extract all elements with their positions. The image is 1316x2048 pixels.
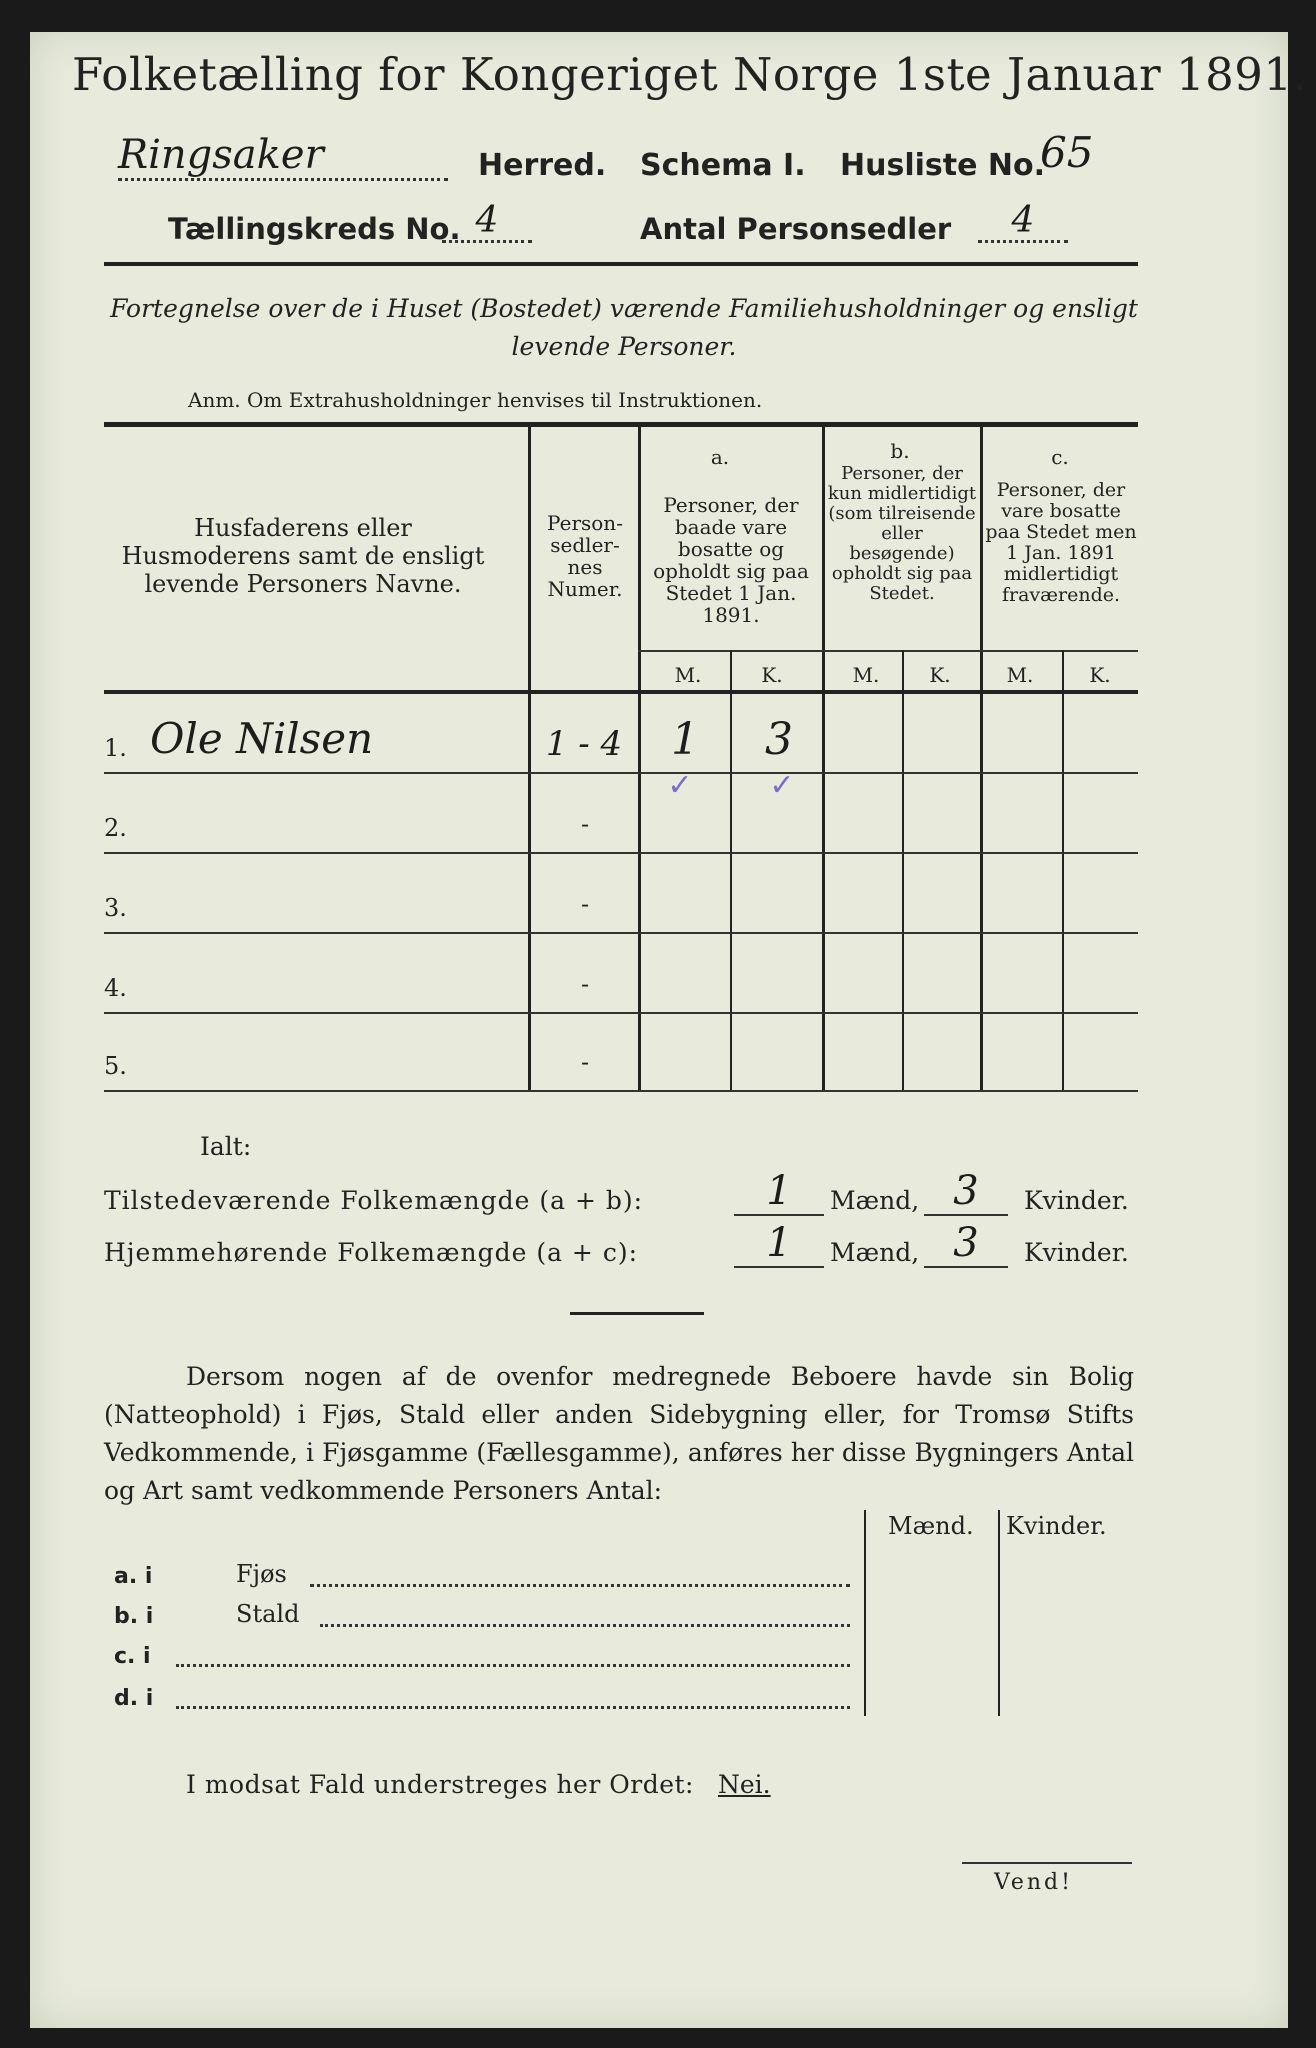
modsat-text: I modsat Fald understreges her Ordet: [186,1770,694,1799]
schema-label: Schema I. [640,148,806,183]
herred-label: Herred. [478,148,607,183]
row-sedler: - [580,970,590,998]
nei-word: Nei. [718,1770,771,1799]
tilstede-label: Tilstedeværende Folkemængde (a + b): [104,1186,644,1215]
hjemme-k-value: 3 [924,1220,1008,1268]
anm-note: Anm. Om Extrahusholdninger henvises til Instruktionen. [188,388,763,412]
building-item-dots [320,1624,850,1627]
hjemme-label: Hjemmehørende Folkemængde (a + c): [104,1238,638,1267]
col-b-mk-divider [902,650,904,1090]
col-name-header: Husfaderens eller Husmoderens samt de ensligt levende Personers Navne. [121,514,485,598]
intro-line-2: levende Personer. [511,332,737,361]
building-item-letter: b. i [114,1604,154,1629]
col-divider-2 [638,426,641,1090]
row-number: 2. [104,814,127,842]
row-sedler: - [580,1048,590,1076]
row-check-k: ✓ [769,768,795,803]
row-sedler: - [580,890,590,918]
tilstede-maend-label: Mænd, [830,1186,920,1215]
form-title: Folketælling for Kongeriget Norge 1ste Januar 1891. [72,48,1308,101]
tilstede-kvinder-label: Kvinder. [1024,1186,1129,1215]
hjemme-m-value: 1 [734,1220,824,1268]
section-divider [570,1312,704,1315]
row-number: 4. [104,974,127,1002]
building-item-dots [176,1664,850,1667]
col-divider-1 [528,426,531,1090]
buildings-kvinder-header: Kvinder. [1006,1512,1107,1540]
building-item-letter: a. i [114,1564,153,1589]
hjemme-kvinder-label: Kvinder. [1024,1238,1129,1267]
row-sedler: 1 - 4 [545,724,623,764]
col-c-mk-divider [1062,650,1064,1090]
col-c-header: Personer, der vare bosatte paa Stedet men 1 Jan. 1891 midlertidigt fraværende. [985,479,1137,606]
vend-rule [962,1862,1132,1864]
row-number: 1. [104,734,127,762]
col-b-k-label: K. [929,663,951,687]
col-a-m-label: M. [674,663,702,687]
antal-value: 4 [978,200,1068,243]
buildings-col-divider-1 [864,1510,866,1716]
tilstede-k-value: 3 [924,1168,1008,1216]
row-number: 5. [104,1052,127,1080]
col-b-m-label: M. [852,663,880,687]
header-rule [104,262,1138,266]
col-a-mk-divider [730,650,732,1090]
row-sedler: - [580,810,590,838]
intro-line-1: Fortegnelse over de i Huset (Bostedet) værende Familiehusholdninger og ensligt [110,294,1138,323]
tilstede-m-value: 1 [734,1168,824,1216]
col-num-header: Person-sedler-nes Numer. [547,511,623,601]
row-rule-4 [104,1012,1138,1014]
herred-value: Ringsaker [118,132,448,181]
col-c-m-label: M. [1006,663,1034,687]
col-c-k-label: K. [1089,663,1111,687]
row-rule-5 [104,1090,1138,1092]
row-rule-2 [104,852,1138,854]
buildings-maend-header: Mænd. [888,1512,974,1540]
husliste-value: 65 [1040,128,1094,177]
col-b-header: Personer, der kun midlertidigt (som tilreisende eller besøgende) opholdt sig paa Stedet. [827,463,977,604]
row-rule-3 [104,932,1138,934]
col-b-letter: b. [890,439,910,463]
col-a-letter: a. [710,445,730,469]
antal-label: Antal Personsedler [640,212,952,246]
row-a-k: 3 [765,714,793,765]
husliste-label: Husliste No. [840,148,1045,183]
building-item-letter: d. i [114,1686,154,1711]
buildings-paragraph: Dersom nogen af de ovenfor medregnede Beboere havde sin Bolig (Natteophold) i Fjøs, Stald eller anden Sidebygning eller, for Tromsø Stifts Vedkommende, i Fjøsgamme (Fællesgamme), anføres her disse Bygningers Antal og Art samt vedkommende Personers Antal: [104,1362,1134,1505]
taellingskreds-value: 4 [442,200,532,243]
taellingskreds-label: Tællingskreds No. [168,212,461,246]
col-a-header: Personer, der baade vare bosatte og opholdt sig paa Stedet 1 Jan. 1891. [653,493,809,627]
col-divider-3 [822,426,825,1090]
ialt-label: Ialt: [200,1132,252,1161]
row-name: Ole Nilsen [150,714,374,763]
building-item-dots [176,1706,850,1709]
building-item-label: Stald [236,1600,300,1628]
building-item-letter: c. i [114,1644,151,1669]
row-rule-1 [104,772,1138,774]
building-item-dots [310,1584,850,1587]
hjemme-maend-label: Mænd, [830,1238,920,1267]
col-a-k-label: K. [761,663,783,687]
building-item-label: Fjøs [236,1560,287,1588]
row-number: 3. [104,894,127,922]
row-check-m: ✓ [667,768,693,803]
col-c-letter: c. [1051,445,1069,469]
col-divider-4 [980,426,983,1090]
buildings-col-divider-2 [998,1510,1000,1716]
row-a-m: 1 [671,714,699,765]
vend-label: Vend! [994,1870,1073,1895]
